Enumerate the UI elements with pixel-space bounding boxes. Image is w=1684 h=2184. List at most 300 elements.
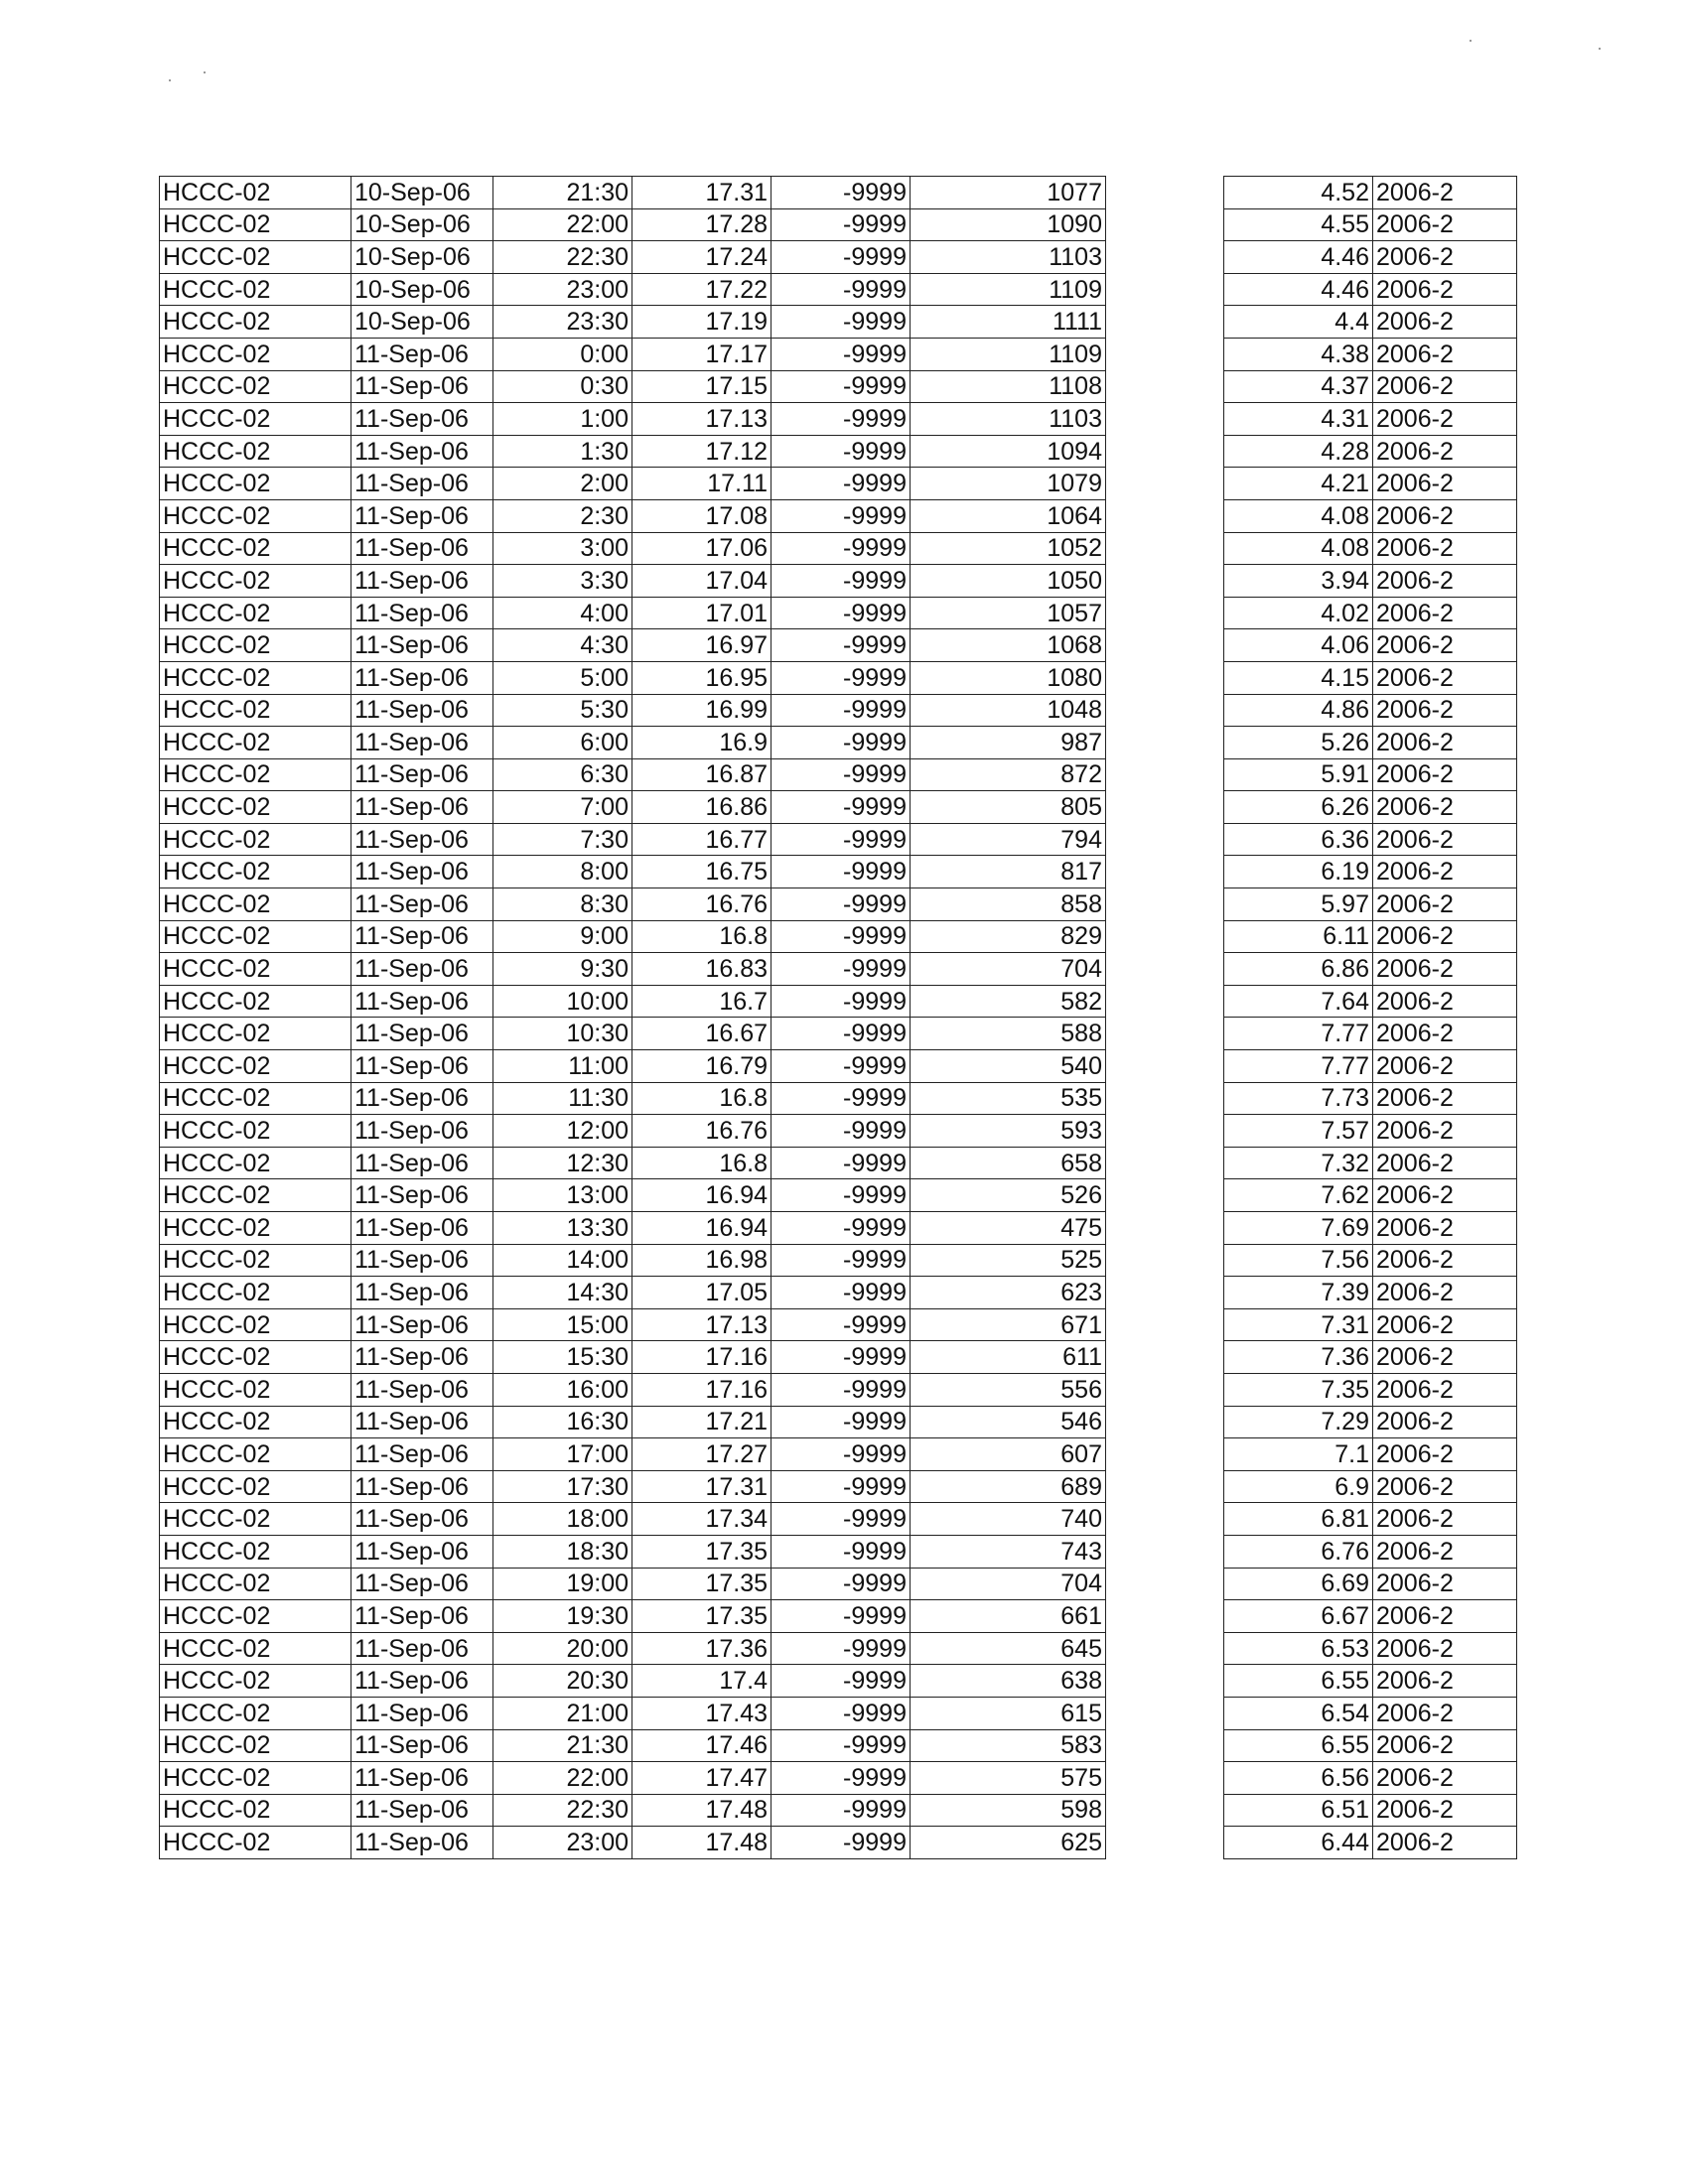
temperature-cell: 17.22 (632, 273, 772, 306)
measurement-cell: 6.55 (1224, 1729, 1373, 1762)
site-cell: HCCC-02 (160, 1600, 351, 1633)
value-cell: 583 (911, 1729, 1106, 1762)
time-cell: 13:00 (493, 1179, 632, 1212)
table-row (160, 565, 1106, 598)
table-row (160, 306, 1106, 339)
dataset-version-cell: 2006-2 (1373, 1147, 1517, 1179)
dataset-version-cell: 2006-2 (1373, 1632, 1517, 1665)
time-cell: 21:30 (493, 177, 632, 209)
temperature-cell: 17.13 (632, 1308, 772, 1341)
date-cell: 11-Sep-06 (351, 823, 493, 856)
measurement-cell: 5.91 (1224, 758, 1373, 791)
site-cell: HCCC-02 (160, 1632, 351, 1665)
table-row (1224, 1341, 1517, 1374)
time-cell: 5:00 (493, 661, 632, 694)
value-cell: 535 (911, 1082, 1106, 1115)
time-cell: 6:00 (493, 727, 632, 759)
measurement-cell: 6.55 (1224, 1665, 1373, 1698)
scan-speck (169, 79, 171, 81)
table-row (160, 1762, 1106, 1795)
value-cell: 1109 (911, 338, 1106, 370)
temperature-cell: 16.67 (632, 1018, 772, 1050)
measurement-cell: 6.69 (1224, 1568, 1373, 1600)
table-row (1224, 1438, 1517, 1471)
table-row (1224, 629, 1517, 662)
dataset-version-cell: 2006-2 (1373, 1277, 1517, 1309)
site-cell: HCCC-02 (160, 597, 351, 629)
date-cell: 11-Sep-06 (351, 499, 493, 532)
table-row (1224, 1665, 1517, 1698)
table-row (1224, 370, 1517, 403)
missing-value-cell: -9999 (772, 629, 911, 662)
measurement-cell: 6.86 (1224, 953, 1373, 986)
date-cell: 11-Sep-06 (351, 1697, 493, 1729)
site-cell: HCCC-02 (160, 208, 351, 241)
measurement-cell: 5.97 (1224, 888, 1373, 921)
table-row (1224, 1406, 1517, 1438)
temperature-cell: 16.97 (632, 629, 772, 662)
dataset-version-cell: 2006-2 (1373, 1179, 1517, 1212)
value-cell: 1111 (911, 306, 1106, 339)
value-cell: 645 (911, 1632, 1106, 1665)
site-cell: HCCC-02 (160, 1308, 351, 1341)
site-cell: HCCC-02 (160, 468, 351, 500)
temperature-cell: 16.94 (632, 1179, 772, 1212)
time-cell: 12:30 (493, 1147, 632, 1179)
measurement-cell: 7.77 (1224, 1018, 1373, 1050)
temperature-cell: 17.15 (632, 370, 772, 403)
dataset-version-cell: 2006-2 (1373, 1535, 1517, 1568)
dataset-version-cell: 2006-2 (1373, 1018, 1517, 1050)
dataset-version-cell: 2006-2 (1373, 1794, 1517, 1827)
table-row (160, 1147, 1106, 1179)
table-row (160, 597, 1106, 629)
table-row (160, 1503, 1106, 1536)
date-cell: 11-Sep-06 (351, 1535, 493, 1568)
table-row (1224, 1632, 1517, 1665)
table-row (160, 1827, 1106, 1859)
measurement-cell: 6.67 (1224, 1600, 1373, 1633)
temperature-cell: 16.86 (632, 791, 772, 824)
time-cell: 13:30 (493, 1212, 632, 1245)
measurement-cell: 4.4 (1224, 306, 1373, 339)
temperature-cell: 17.12 (632, 435, 772, 468)
time-cell: 6:30 (493, 758, 632, 791)
measurement-cell: 4.02 (1224, 597, 1373, 629)
value-cell: 526 (911, 1179, 1106, 1212)
time-cell: 14:30 (493, 1277, 632, 1309)
temperature-cell: 17.31 (632, 177, 772, 209)
date-cell: 11-Sep-06 (351, 791, 493, 824)
date-cell: 11-Sep-06 (351, 1665, 493, 1698)
table-row (160, 338, 1106, 370)
dataset-version-cell: 2006-2 (1373, 468, 1517, 500)
date-cell: 11-Sep-06 (351, 888, 493, 921)
date-cell: 11-Sep-06 (351, 1600, 493, 1633)
dataset-version-cell: 2006-2 (1373, 1341, 1517, 1374)
date-cell: 11-Sep-06 (351, 1438, 493, 1471)
missing-value-cell: -9999 (772, 338, 911, 370)
value-cell: 805 (911, 791, 1106, 824)
value-cell: 1079 (911, 468, 1106, 500)
time-cell: 10:30 (493, 1018, 632, 1050)
temperature-cell: 16.99 (632, 694, 772, 727)
date-cell: 11-Sep-06 (351, 920, 493, 953)
temperature-cell: 17.43 (632, 1697, 772, 1729)
time-cell: 16:00 (493, 1373, 632, 1406)
table-row (160, 1406, 1106, 1438)
measurement-cell: 7.31 (1224, 1308, 1373, 1341)
site-cell: HCCC-02 (160, 1115, 351, 1148)
missing-value-cell: -9999 (772, 661, 911, 694)
value-cell: 1077 (911, 177, 1106, 209)
table-row (160, 1568, 1106, 1600)
table-row (1224, 888, 1517, 921)
measurement-cell: 6.53 (1224, 1632, 1373, 1665)
value-cell: 1103 (911, 241, 1106, 274)
value-cell: 607 (911, 1438, 1106, 1471)
missing-value-cell: -9999 (772, 1244, 911, 1277)
site-cell: HCCC-02 (160, 565, 351, 598)
site-cell: HCCC-02 (160, 694, 351, 727)
missing-value-cell: -9999 (772, 468, 911, 500)
time-cell: 16:30 (493, 1406, 632, 1438)
missing-value-cell: -9999 (772, 791, 911, 824)
temperature-cell: 16.76 (632, 888, 772, 921)
time-cell: 2:30 (493, 499, 632, 532)
date-cell: 11-Sep-06 (351, 468, 493, 500)
value-cell: 817 (911, 856, 1106, 888)
measurement-cell: 7.1 (1224, 1438, 1373, 1471)
dataset-version-cell: 2006-2 (1373, 888, 1517, 921)
table-row (1224, 208, 1517, 241)
date-cell: 11-Sep-06 (351, 629, 493, 662)
table-row (1224, 953, 1517, 986)
missing-value-cell: -9999 (772, 1827, 911, 1859)
time-cell: 4:00 (493, 597, 632, 629)
dataset-version-cell: 2006-2 (1373, 1082, 1517, 1115)
temperature-cell: 16.8 (632, 1082, 772, 1115)
measurement-cell: 7.73 (1224, 1082, 1373, 1115)
missing-value-cell: -9999 (772, 727, 911, 759)
value-cell: 556 (911, 1373, 1106, 1406)
value-cell: 1052 (911, 532, 1106, 565)
value-cell: 593 (911, 1115, 1106, 1148)
table-row (160, 1697, 1106, 1729)
date-cell: 11-Sep-06 (351, 1503, 493, 1536)
missing-value-cell: -9999 (772, 985, 911, 1018)
missing-value-cell: -9999 (772, 306, 911, 339)
value-cell: 661 (911, 1600, 1106, 1633)
temperature-cell: 17.48 (632, 1827, 772, 1859)
time-cell: 22:30 (493, 1794, 632, 1827)
table-row (160, 1308, 1106, 1341)
date-cell: 11-Sep-06 (351, 985, 493, 1018)
value-cell: 1064 (911, 499, 1106, 532)
missing-value-cell: -9999 (772, 1115, 911, 1148)
time-cell: 2:00 (493, 468, 632, 500)
site-cell: HCCC-02 (160, 1341, 351, 1374)
date-cell: 10-Sep-06 (351, 306, 493, 339)
table-row (1224, 1729, 1517, 1762)
value-cell: 743 (911, 1535, 1106, 1568)
time-cell: 7:00 (493, 791, 632, 824)
date-cell: 11-Sep-06 (351, 1179, 493, 1212)
date-cell: 11-Sep-06 (351, 1082, 493, 1115)
measurement-cell: 7.64 (1224, 985, 1373, 1018)
time-cell: 21:30 (493, 1729, 632, 1762)
time-cell: 8:00 (493, 856, 632, 888)
missing-value-cell: -9999 (772, 241, 911, 274)
time-cell: 18:30 (493, 1535, 632, 1568)
temperature-cell: 17.17 (632, 338, 772, 370)
table-row (160, 1179, 1106, 1212)
scan-speck (204, 71, 206, 73)
dataset-version-cell: 2006-2 (1373, 1729, 1517, 1762)
dataset-version-cell: 2006-2 (1373, 985, 1517, 1018)
table-row (160, 1050, 1106, 1083)
temperature-cell: 17.35 (632, 1535, 772, 1568)
measurement-cell: 6.81 (1224, 1503, 1373, 1536)
value-cell: 689 (911, 1470, 1106, 1503)
table-row (160, 208, 1106, 241)
site-cell: HCCC-02 (160, 629, 351, 662)
site-cell: HCCC-02 (160, 1082, 351, 1115)
table-row (160, 920, 1106, 953)
missing-value-cell: -9999 (772, 1018, 911, 1050)
dataset-version-cell: 2006-2 (1373, 565, 1517, 598)
table-row (160, 727, 1106, 759)
missing-value-cell: -9999 (772, 1503, 911, 1536)
time-cell: 21:00 (493, 1697, 632, 1729)
missing-value-cell: -9999 (772, 1438, 911, 1471)
table-row (160, 499, 1106, 532)
temperature-cell: 17.31 (632, 1470, 772, 1503)
value-cell: 1090 (911, 208, 1106, 241)
date-cell: 11-Sep-06 (351, 1341, 493, 1374)
date-cell: 11-Sep-06 (351, 597, 493, 629)
table-row (160, 177, 1106, 209)
measurement-cell: 4.15 (1224, 661, 1373, 694)
dataset-version-cell: 2006-2 (1373, 532, 1517, 565)
dataset-version-cell: 2006-2 (1373, 791, 1517, 824)
site-cell: HCCC-02 (160, 1729, 351, 1762)
scan-speck (1470, 40, 1472, 42)
missing-value-cell: -9999 (772, 888, 911, 921)
table-row (1224, 823, 1517, 856)
temperature-cell: 17.34 (632, 1503, 772, 1536)
measurement-cell: 4.55 (1224, 208, 1373, 241)
measurement-cell: 4.08 (1224, 499, 1373, 532)
site-cell: HCCC-02 (160, 1697, 351, 1729)
data-table-main (159, 176, 1106, 1859)
table-row (160, 1470, 1106, 1503)
site-cell: HCCC-02 (160, 1212, 351, 1245)
site-cell: HCCC-02 (160, 370, 351, 403)
value-cell: 872 (911, 758, 1106, 791)
table-row (1224, 499, 1517, 532)
time-cell: 19:30 (493, 1600, 632, 1633)
date-cell: 11-Sep-06 (351, 338, 493, 370)
site-cell: HCCC-02 (160, 177, 351, 209)
time-cell: 11:00 (493, 1050, 632, 1083)
value-cell: 858 (911, 888, 1106, 921)
missing-value-cell: -9999 (772, 920, 911, 953)
temperature-cell: 16.94 (632, 1212, 772, 1245)
table-row (1224, 1762, 1517, 1795)
date-cell: 11-Sep-06 (351, 1632, 493, 1665)
missing-value-cell: -9999 (772, 1406, 911, 1438)
missing-value-cell: -9999 (772, 208, 911, 241)
value-cell: 588 (911, 1018, 1106, 1050)
site-cell: HCCC-02 (160, 1503, 351, 1536)
temperature-cell: 17.13 (632, 403, 772, 436)
table-row (1224, 532, 1517, 565)
missing-value-cell: -9999 (772, 1665, 911, 1698)
measurement-cell: 4.52 (1224, 177, 1373, 209)
missing-value-cell: -9999 (772, 694, 911, 727)
temperature-cell: 16.87 (632, 758, 772, 791)
site-cell: HCCC-02 (160, 1050, 351, 1083)
date-cell: 11-Sep-06 (351, 1308, 493, 1341)
table-row (1224, 791, 1517, 824)
measurement-cell: 4.28 (1224, 435, 1373, 468)
date-cell: 11-Sep-06 (351, 953, 493, 986)
measurement-cell: 6.54 (1224, 1697, 1373, 1729)
table-row (1224, 1179, 1517, 1212)
time-cell: 12:00 (493, 1115, 632, 1148)
dataset-version-cell: 2006-2 (1373, 1697, 1517, 1729)
temperature-cell: 16.8 (632, 1147, 772, 1179)
data-table-main-body (160, 177, 1106, 1859)
site-cell: HCCC-02 (160, 338, 351, 370)
date-cell: 11-Sep-06 (351, 1050, 493, 1083)
table-row (1224, 1503, 1517, 1536)
date-cell: 11-Sep-06 (351, 727, 493, 759)
date-cell: 11-Sep-06 (351, 1373, 493, 1406)
value-cell: 611 (911, 1341, 1106, 1374)
value-cell: 598 (911, 1794, 1106, 1827)
missing-value-cell: -9999 (772, 856, 911, 888)
table-row (1224, 920, 1517, 953)
time-cell: 8:30 (493, 888, 632, 921)
missing-value-cell: -9999 (772, 1729, 911, 1762)
temperature-cell: 16.9 (632, 727, 772, 759)
table-row (1224, 1827, 1517, 1859)
table-row (1224, 1147, 1517, 1179)
missing-value-cell: -9999 (772, 273, 911, 306)
date-cell: 11-Sep-06 (351, 565, 493, 598)
site-cell: HCCC-02 (160, 1147, 351, 1179)
measurement-cell: 7.77 (1224, 1050, 1373, 1083)
dataset-version-cell: 2006-2 (1373, 208, 1517, 241)
temperature-cell: 17.46 (632, 1729, 772, 1762)
missing-value-cell: -9999 (772, 1568, 911, 1600)
date-cell: 11-Sep-06 (351, 1212, 493, 1245)
dataset-version-cell: 2006-2 (1373, 920, 1517, 953)
temperature-cell: 17.16 (632, 1341, 772, 1374)
measurement-cell: 6.26 (1224, 791, 1373, 824)
site-cell: HCCC-02 (160, 403, 351, 436)
dataset-version-cell: 2006-2 (1373, 1244, 1517, 1277)
site-cell: HCCC-02 (160, 823, 351, 856)
dataset-version-cell: 2006-2 (1373, 1050, 1517, 1083)
value-cell: 1048 (911, 694, 1106, 727)
value-cell: 625 (911, 1827, 1106, 1859)
temperature-cell: 16.83 (632, 953, 772, 986)
dataset-version-cell: 2006-2 (1373, 856, 1517, 888)
value-cell: 638 (911, 1665, 1106, 1698)
missing-value-cell: -9999 (772, 370, 911, 403)
date-cell: 11-Sep-06 (351, 694, 493, 727)
time-cell: 0:30 (493, 370, 632, 403)
date-cell: 11-Sep-06 (351, 856, 493, 888)
missing-value-cell: -9999 (772, 1535, 911, 1568)
time-cell: 9:30 (493, 953, 632, 986)
dataset-version-cell: 2006-2 (1373, 1115, 1517, 1148)
missing-value-cell: -9999 (772, 1308, 911, 1341)
table-row (1224, 403, 1517, 436)
table-row (160, 694, 1106, 727)
missing-value-cell: -9999 (772, 758, 911, 791)
site-cell: HCCC-02 (160, 856, 351, 888)
temperature-cell: 16.79 (632, 1050, 772, 1083)
table-row (1224, 1277, 1517, 1309)
table-row (160, 1212, 1106, 1245)
measurement-cell: 4.37 (1224, 370, 1373, 403)
value-cell: 1057 (911, 597, 1106, 629)
site-cell: HCCC-02 (160, 1535, 351, 1568)
temperature-cell: 17.04 (632, 565, 772, 598)
value-cell: 525 (911, 1244, 1106, 1277)
table-row (160, 1600, 1106, 1633)
temperature-cell: 17.19 (632, 306, 772, 339)
table-row (160, 985, 1106, 1018)
time-cell: 15:00 (493, 1308, 632, 1341)
table-row (1224, 694, 1517, 727)
measurement-cell: 4.06 (1224, 629, 1373, 662)
table-row (1224, 1470, 1517, 1503)
site-cell: HCCC-02 (160, 1827, 351, 1859)
site-cell: HCCC-02 (160, 888, 351, 921)
missing-value-cell: -9999 (772, 1762, 911, 1795)
table-row (160, 1018, 1106, 1050)
date-cell: 11-Sep-06 (351, 1827, 493, 1859)
dataset-version-cell: 2006-2 (1373, 1503, 1517, 1536)
table-row (160, 1341, 1106, 1374)
missing-value-cell: -9999 (772, 532, 911, 565)
time-cell: 23:30 (493, 306, 632, 339)
measurement-cell: 5.26 (1224, 727, 1373, 759)
dataset-version-cell: 2006-2 (1373, 1827, 1517, 1859)
site-cell: HCCC-02 (160, 661, 351, 694)
table-row (160, 403, 1106, 436)
date-cell: 11-Sep-06 (351, 661, 493, 694)
temperature-cell: 17.21 (632, 1406, 772, 1438)
table-row (160, 1729, 1106, 1762)
dataset-version-cell: 2006-2 (1373, 727, 1517, 759)
measurement-cell: 7.32 (1224, 1147, 1373, 1179)
temperature-cell: 17.35 (632, 1600, 772, 1633)
temperature-cell: 17.11 (632, 468, 772, 500)
measurement-cell: 7.39 (1224, 1277, 1373, 1309)
table-row (1224, 1697, 1517, 1729)
value-cell: 704 (911, 953, 1106, 986)
temperature-cell: 17.01 (632, 597, 772, 629)
table-row (1224, 468, 1517, 500)
missing-value-cell: -9999 (772, 1341, 911, 1374)
table-row (1224, 435, 1517, 468)
